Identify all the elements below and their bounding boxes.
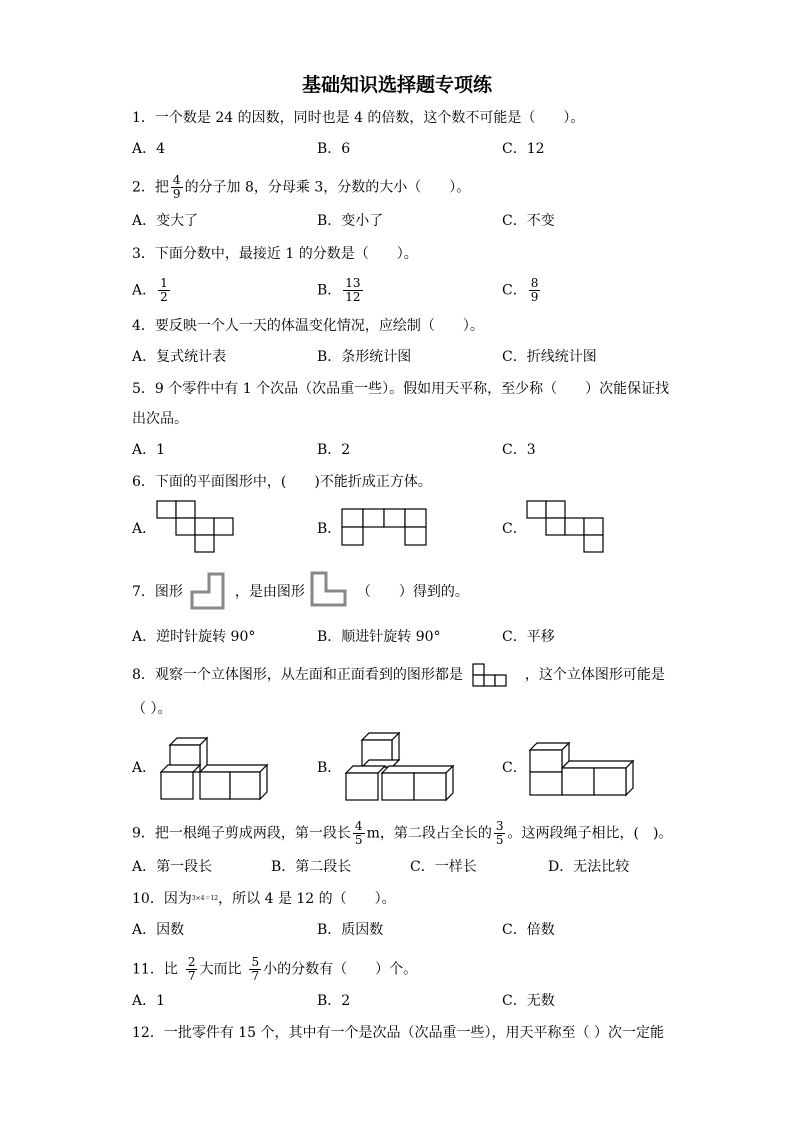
q8-option-b-label[interactable]: B．	[317, 760, 342, 776]
q9-fraction-2	[494, 820, 506, 847]
q11-middle: 大而比	[199, 961, 242, 978]
q9-option-b[interactable]: B．第二段长	[271, 859, 352, 875]
q4-option-c[interactable]: C．折线统计图	[502, 349, 597, 365]
q6-net-a[interactable]	[157, 501, 239, 553]
q9-option-d[interactable]: D．无法比较	[548, 859, 630, 875]
q9-frac1-den: 5	[354, 833, 363, 847]
q11-option-a[interactable]: A．1	[132, 993, 166, 1009]
q3-c-den: 9	[530, 290, 539, 304]
q9-option-c[interactable]: C．一样长	[410, 859, 477, 875]
q11-option-b[interactable]: B．2	[317, 993, 351, 1009]
q8-suffix: ，这个立体图形可能是	[524, 667, 665, 683]
q3-b-den: 12	[345, 290, 361, 304]
q3-option-c[interactable]	[502, 277, 542, 304]
q1-option-a[interactable]: A．4	[132, 141, 166, 157]
q11-prefix: 11．比	[132, 961, 178, 978]
q9-option-a[interactable]: A．第一段长	[132, 859, 213, 875]
question-2	[132, 174, 470, 201]
question-4: 4．要反映一个人一天的体温变化情况，应绘制（ ）。	[132, 318, 484, 334]
q7-suffix: （ ）得到的。	[356, 584, 469, 600]
q8-view-shape	[472, 663, 510, 689]
q9-unit: m，第二段占全长的	[366, 825, 492, 842]
q8-prefix: 8．观察一个立体图形，从左面和正面看到的图形都是	[132, 667, 463, 683]
question-9	[132, 820, 672, 847]
q10-option-c[interactable]: C．倍数	[502, 922, 555, 938]
question-3: 3．下面分数中，最接近 1 的分数是（ ）。	[132, 246, 418, 262]
q7-option-a[interactable]: A．逆时针旋转 90°	[132, 629, 256, 645]
q10-equation: 3×4＝12	[191, 895, 219, 902]
question-1: 1．一个数是 24 的因数，同时也是 4 的倍数，这个数不可能是（ ）。	[132, 110, 585, 126]
q7-prefix: 7．图形	[132, 584, 183, 600]
q5-option-a[interactable]: A．1	[132, 442, 166, 458]
q11-option-c[interactable]: C．无数	[502, 993, 555, 1009]
q2-frac-num: 4	[172, 173, 181, 187]
q6-option-b-label[interactable]: B．	[317, 521, 342, 537]
q2-option-c[interactable]: C．不变	[502, 213, 555, 229]
q9-frac2-den: 5	[495, 833, 504, 847]
q9-suffix: 。这两段绳子相比，( )。	[507, 825, 673, 842]
q3-a-num: 1	[160, 276, 168, 290]
q4-option-b[interactable]: B．条形统计图	[317, 349, 412, 365]
q8-option-a-label[interactable]: A．	[132, 760, 157, 776]
q7-original-l-shape	[309, 571, 349, 611]
q3-b-num: 13	[345, 276, 361, 290]
q2-option-a[interactable]: A．变大了	[132, 213, 199, 229]
question-8-line-1	[132, 665, 665, 685]
q6-net-c[interactable]	[527, 501, 609, 556]
q3-b-fraction	[343, 277, 362, 304]
q3-option-a[interactable]	[132, 277, 172, 304]
q3-a-label: A．	[132, 282, 157, 299]
question-11	[132, 956, 417, 983]
q1-option-b[interactable]: B．6	[317, 141, 351, 157]
q9-fraction-1	[353, 820, 365, 847]
q6-net-b[interactable]	[342, 509, 430, 549]
q2-prefix: 2．把	[132, 179, 169, 196]
q2-frac-den: 9	[172, 187, 181, 201]
question-8-line-2: （ ）。	[132, 701, 172, 717]
q6-option-a-label[interactable]: A．	[132, 521, 157, 537]
q9-frac2-num: 3	[495, 819, 504, 833]
question-7	[132, 582, 469, 602]
q9-prefix: 9．把一根绳子剪成两段，第一段长	[132, 825, 351, 842]
q11-suffix: 小的分数有（ ）个。	[263, 961, 418, 978]
q11-fraction-2	[249, 956, 261, 983]
question-10	[132, 889, 396, 909]
q10-option-b[interactable]: B．质因数	[317, 922, 384, 938]
page-title: 基础知识选择题专项练	[301, 74, 492, 96]
q11-frac1-num: 2	[187, 955, 196, 969]
q6-option-c-label[interactable]: C．	[502, 521, 527, 537]
question-5-line-1: 5．9 个零件中有 1 个次品（次品重一些）。假如用天平称，至少称（ ）次能保证找	[132, 381, 670, 397]
q5-option-b[interactable]: B．2	[317, 442, 351, 458]
q10-prefix: 10．因为	[132, 891, 192, 907]
question-6: 6．下面的平面图形中，( )不能折成正方体。	[132, 474, 432, 490]
question-12: 12．一批零件有 15 个，其中有一个是次品（次品重一些），用天平称至（ ）次一定能	[132, 1025, 664, 1041]
q3-option-b[interactable]	[317, 277, 365, 304]
q11-frac1-den: 7	[187, 969, 196, 983]
q7-middle: ，是由图形	[234, 584, 305, 600]
q1-option-c[interactable]: C．12	[502, 141, 545, 157]
q11-fraction-1	[186, 956, 198, 983]
q8-solid-c[interactable]	[529, 742, 637, 798]
q7-option-c[interactable]: C．平移	[502, 629, 555, 645]
question-5-line-2: 出次品。	[132, 411, 188, 427]
q9-frac1-num: 4	[354, 819, 363, 833]
q11-frac2-num: 5	[251, 955, 260, 969]
q3-c-fraction	[529, 277, 541, 304]
q7-rotated-l-shape	[189, 572, 229, 612]
q3-b-label: B．	[317, 282, 342, 299]
q2-suffix: 的分子加 8，分母乘 3，分数的大小（ ）。	[184, 179, 471, 196]
q10-suffix: ，所以 4 是 12 的（ ）。	[218, 891, 396, 907]
q8-solid-a[interactable]	[160, 738, 266, 800]
q10-option-a[interactable]: A．因数	[132, 922, 185, 938]
q5-option-c[interactable]: C．3	[502, 442, 536, 458]
q8-solid-b[interactable]	[345, 733, 455, 801]
q11-frac2-den: 7	[251, 969, 260, 983]
q2-option-b[interactable]: B．变小了	[317, 213, 384, 229]
q3-c-num: 8	[530, 276, 539, 290]
q3-a-fraction	[158, 277, 170, 304]
q3-a-den: 2	[160, 290, 168, 304]
q2-fraction	[171, 174, 183, 201]
q7-option-b[interactable]: B．顺进针旋转 90°	[317, 629, 441, 645]
q8-option-c-label[interactable]: C．	[502, 760, 527, 776]
q4-option-a[interactable]: A．复式统计表	[132, 349, 227, 365]
q3-c-label: C．	[502, 282, 527, 299]
